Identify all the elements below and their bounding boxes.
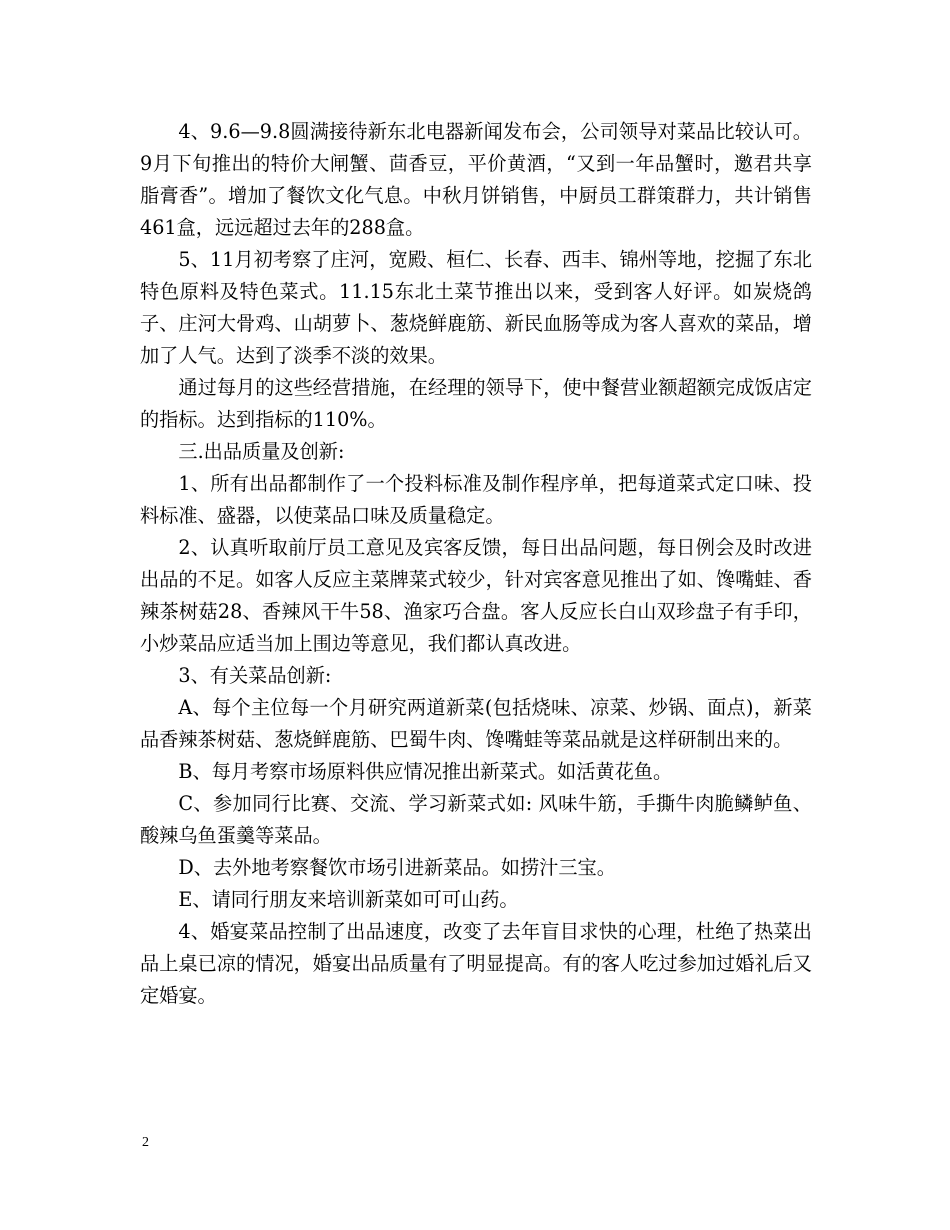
paragraph-item-1-standards: 1、所有出品都制作了一个投料标准及制作程序单，把每道菜式定口味、投料标准、盛器，以使菜品口味及质量稳定。 (140, 472, 812, 527)
document-body (140, 116, 812, 1012)
page-number: 2 (142, 1135, 149, 1150)
paragraph-item-4-wedding-banquet: 4、婚宴菜品控制了出品速度，改变了去年盲目求快的心理，杜绝了热菜出品上桌已凉的情况，婚宴出品质量有了明显提高。有的客人吃过参加过婚礼后又定婚宴。 (140, 920, 812, 1007)
paragraph-item-4-new-product-launch: 4、9.6—9.8圆满接待新东北电器新闻发布会，公司领导对菜品比较认可。9月下旬推出的特价大闸蟹、茴香豆，平价黄酒，“又到一年品蟹时，邀君共享脂膏香”。增加了餐饮文化气息。中秋月饼销售，中厨员工群策群力，共计销售461盒，远远超过去年的288盒。 (140, 120, 812, 239)
section-heading-quality-innovation: 三.出品质量及创新: (178, 440, 345, 463)
paragraph-subitem-e: E、请同行朋友来培训新菜如可可山药。 (178, 888, 519, 911)
paragraph-subitem-d: D、去外地考察餐饮市场引进新菜品。如捞汁三宝。 (178, 856, 616, 879)
paragraph-item-3-innovation-heading: 3、有关菜品创新: (178, 664, 332, 687)
paragraph-item-5-northeast-investigation: 5、11月初考察了庄河，宽殿、桓仁、长春、西丰、锦州等地，挖掘了东北特色原料及特色菜式。11.15东北土菜节推出以来，受到客人好评。如炭烧鸽子、庄河大骨鸡、山胡萝卜、葱烧鲜鹿筋、新民血肠等成为客人喜欢的菜品，增加了人气。达到了淡季不淡的效果。 (140, 248, 812, 367)
paragraph-subitem-c: C、参加同行比赛、交流、学习新菜式如: 风味牛筋，手撕牛肉脆鳞鲈鱼、酸辣乌鱼蛋羹等菜品。 (140, 792, 812, 847)
paragraph-subitem-a: A、每个主位每一个月研究两道新菜(包括烧味、凉菜、炒锅、面点)，新菜品香辣茶树菇、葱烧鲜鹿筋、巴蜀牛肉、馋嘴蛙等菜品就是这样研制出来的。 (140, 696, 812, 751)
paragraph-item-2-feedback: 2、认真听取前厅员工意见及宾客反馈，每日出品问题，每日例会及时改进出品的不足。如客人反应主菜牌菜式较少，针对宾客意见推出了如、馋嘴蛙、香辣茶树菇28、香辣风干牛58、渔家巧合盘。客人反应长白山双珍盘子有手印，小炒菜品应适当加上围边等意见，我们都认真改进。 (140, 536, 812, 655)
paragraph-summary-revenue: 通过每月的这些经营措施，在经理的领导下，使中餐营业额超额完成饭店定的指标。达到指标的110%。 (140, 376, 812, 431)
paragraph-subitem-b: B、每月考察市场原料供应情况推出新菜式。如活黄花鱼。 (178, 760, 673, 783)
